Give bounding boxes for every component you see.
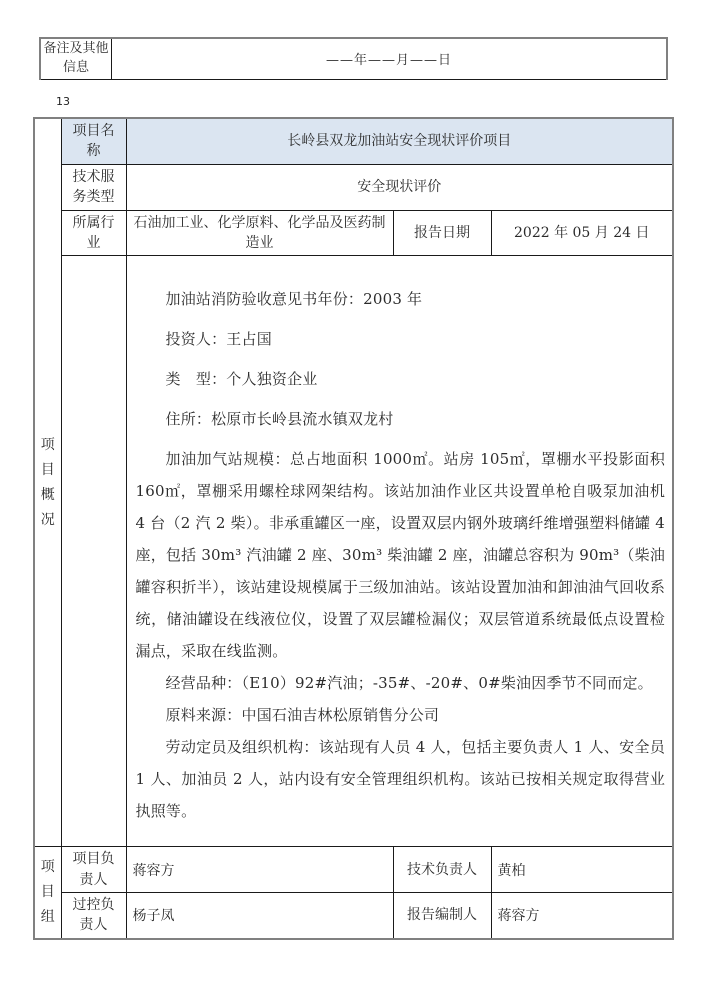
overview-paragraph: 投资人：王占国 xyxy=(165,330,272,349)
section-overview-label: 项目概况 xyxy=(40,436,55,528)
report-author-label: 报告编制人 xyxy=(393,893,491,939)
tech-leader-label: 技术负责人 xyxy=(393,847,491,893)
project-leader-value: 蒋容方 xyxy=(126,847,393,893)
report-date-label: 报告日期 xyxy=(393,210,491,256)
report-date-value: 2022 年 05 月 24 日 xyxy=(491,210,673,256)
project-name-label: 项目名称 xyxy=(61,118,126,164)
overview-paragraph: 住所：松原市长岭县流水镇双龙村 xyxy=(165,410,394,429)
page-number: 13 xyxy=(56,95,70,108)
overview-spacer-cell xyxy=(61,256,126,847)
process-control-leader-value: 杨子凤 xyxy=(126,893,393,939)
section-team-label: 项目组 xyxy=(40,858,55,925)
remark-value: ——年——月——日 xyxy=(112,38,668,79)
process-control-leader-label: 过控负责人 xyxy=(61,893,126,939)
project-leader-label: 项目负责人 xyxy=(61,847,126,893)
project-name-value: 长岭县双龙加油站安全现状评价项目 xyxy=(126,118,673,164)
overview-paragraph: 类 型：个人独资企业 xyxy=(165,370,318,389)
industry-label: 所属行业 xyxy=(61,210,126,256)
section-team-cell xyxy=(34,847,61,939)
overview-content-cell xyxy=(126,256,673,847)
overview-paragraph: 经营品种：（E10）92#汽油；-35#、-20#、0#柴油因季节不同而定。 xyxy=(165,674,653,693)
overview-paragraph: 劳动定员及组织机构：该站现有人员 4 人，包括主要负责人 1 人、安全员 1 人、加油员 2 人，站内设有安全管理组织机构。该站已按相关规定取得营业执照等。 xyxy=(135,738,666,821)
overview-paragraph: 原料来源：中国石油吉林松原销售分公司 xyxy=(165,706,440,725)
service-type-value: 安全现状评价 xyxy=(126,164,673,210)
overview-paragraph: 加油站消防验收意见书年份：2003 年 xyxy=(165,290,423,309)
report-author-value: 蒋容方 xyxy=(491,893,673,939)
section-overview-cell xyxy=(34,118,61,847)
tech-leader-value: 黄柏 xyxy=(491,847,673,893)
project-table xyxy=(33,117,674,940)
industry-value: 石油加工业、化学原料、化学品及医药制造业 xyxy=(126,210,393,256)
remark-table xyxy=(39,37,668,80)
overview-paragraph: 加油加气站规模：总占地面积 1000㎡。站房 105㎡，罩棚水平投影面积 160㎡，罩棚采用螺栓球网架结构。该站加油作业区共设置单枪自吸泵加油机 4 台（2 汽 2 柴）。非承重罐区一座，设置双层内钢外玻璃纤维增强塑料储罐 4 座，包括 30m³ 汽油罐 2 座、30m³ 柴油罐 2 座，油罐总容积为 90m³（柴油罐容积折半），该站建设规模属于三级加油站。该站设置加油和卸油油气回收系统，储油罐设在线液位仪，设置了双层罐检漏仪；双层管道系统最低点设置检漏点，采取在线监测。 xyxy=(135,450,666,661)
remark-label: 备注及其他信息 xyxy=(40,38,112,79)
service-type-label: 技术服务类型 xyxy=(61,164,126,210)
